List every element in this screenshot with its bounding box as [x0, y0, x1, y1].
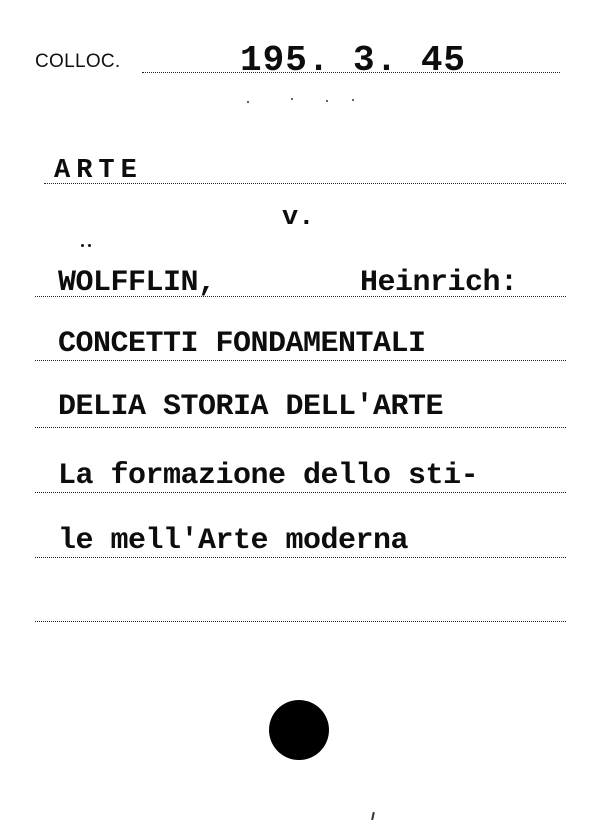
punch-hole: [269, 700, 329, 760]
title-dotted-line-3: [35, 492, 566, 493]
colloc-value: 195. 3. 45: [240, 40, 467, 81]
blank-dotted-line: [35, 621, 566, 622]
title-dotted-line-1: [35, 360, 566, 361]
umlaut-mark: [81, 244, 91, 247]
author-surname: WOLFFLIN,: [58, 266, 216, 300]
title-line-2: DELIA STORIA DELL'ARTE: [58, 390, 444, 424]
subject-dotted-line: [44, 183, 566, 184]
colloc-label: COLLOC.: [35, 51, 121, 72]
author-given-name: Heinrich:: [360, 266, 518, 300]
title-dotted-line-2: [35, 427, 566, 428]
see-reference: v.: [282, 203, 315, 233]
title-line-1: CONCETTI FONDAMENTALI: [58, 327, 426, 361]
title-dotted-line-4: [35, 557, 566, 558]
stray-mark: [371, 812, 374, 820]
title-line-4: le mell'Arte moderna: [58, 524, 409, 558]
title-line-3: La formazione dello sti-: [58, 459, 479, 493]
author-dotted-line: [35, 296, 566, 297]
subject-heading: ARTE: [54, 156, 143, 186]
